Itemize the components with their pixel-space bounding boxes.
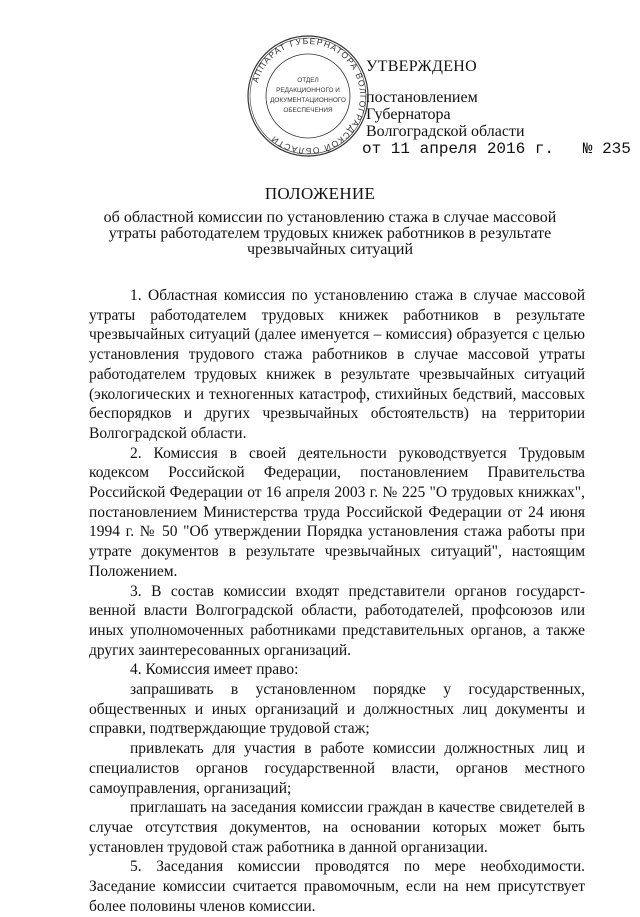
paragraph-4-item-1: запрашивать в установленном порядке у государственных, общественных и иных организаций и должностных лиц документы и справки, подтверждающие трудовой стаж; xyxy=(89,681,585,738)
order-date: от 11 апреля 2016 г. xyxy=(362,140,555,158)
approved-by-line-2: Губернатора xyxy=(366,106,451,123)
document-subtitle: об областной комиссии по установлению стажа в случае массовой утраты работодателем трудовых книжек работников в результате чрезвычайных ситуаций xyxy=(103,209,557,258)
paragraph-1: 1. Областная комиссия по установлению стажа в случае массовой утраты работодателем трудовых книжек работников в результате чрезвычайных ситуаций (далее именуется – комиссия) образуется с целью установления трудового стажа работников в случае массовой утраты работодателем трудовых книжек в результате чрезвычайных ситуаций (экологических и техногенных катастроф, стихийных бедствий, массовых беспорядков и других чрезвычайных обстоятельств) на территории Волгоградской области. xyxy=(89,287,585,442)
seal-inner-line-4: ОБЕСПЕЧЕНИЯ xyxy=(283,107,333,114)
paragraph-5: 5. Заседания комиссии проводятся по мере необходимости. Заседание комиссии считается правомочным, если на нем присутствует более половины членов комиссии. xyxy=(89,858,585,915)
document-title: ПОЛОЖЕНИЕ xyxy=(264,184,376,203)
order-number: № 235 xyxy=(582,140,631,158)
paragraph-4-item-3: приглашать на заседания комиссии граждан в качестве свидетелей в случае отсутствия документов, на основании которых может быть установлен трудовой стаж работника в данной организации. xyxy=(89,799,585,856)
paragraph-4-item-2: привлекать для участия в работе комиссии должностных лиц и специалистов органов государственной власти, органов местного самоуправления, организаций; xyxy=(89,740,585,797)
document-body xyxy=(89,286,585,917)
paragraph-3: 3. В состав комиссии входят представители органов государст-венной власти Волгоградской области, работодателей, профсоюзов или иных уполномоченных работниками представительных органов, а также других заинтересованных организаций. xyxy=(89,582,585,659)
official-seal xyxy=(246,34,370,158)
seal-icon xyxy=(246,34,370,158)
paragraph-4: 4. Комиссия имеет право: xyxy=(130,661,299,679)
approved-by-line-3: Волгоградской области xyxy=(366,123,525,140)
approved-by-line-1: постановлением xyxy=(366,89,478,106)
approved-label: УТВЕРЖДЕНО xyxy=(366,58,478,75)
order-line xyxy=(362,140,631,158)
seal-inner-line-3: ДОКУМЕНТАЦИОННОГО xyxy=(270,97,346,104)
seal-inner-line-1: ОТДЕЛ xyxy=(297,77,319,84)
approval-block xyxy=(366,58,525,140)
seal-inner-line-2: РЕДАКЦИОННОГО И xyxy=(276,87,340,94)
seal-outer-text: АППАРАТ ГУБЕРНАТОРА ВОЛГОГРАДСКОЙ ОБЛАСТИ xyxy=(249,35,369,157)
paragraph-2: 2. Комиссия в своей деятельности руководствуется Трудовым кодексом Российской Федерации, постановлением Правительства Российской Федерации от 16 апреля 2003 г. № 225 "О трудовых книжках", постановлением Министерства труда Российской Федерации от 24 июня 1994 г. № 50 "Об утверждении Порядка установления стажа работы при утрате документов в результате чрезвычайных ситуаций", настоящим Положением. xyxy=(89,444,585,580)
